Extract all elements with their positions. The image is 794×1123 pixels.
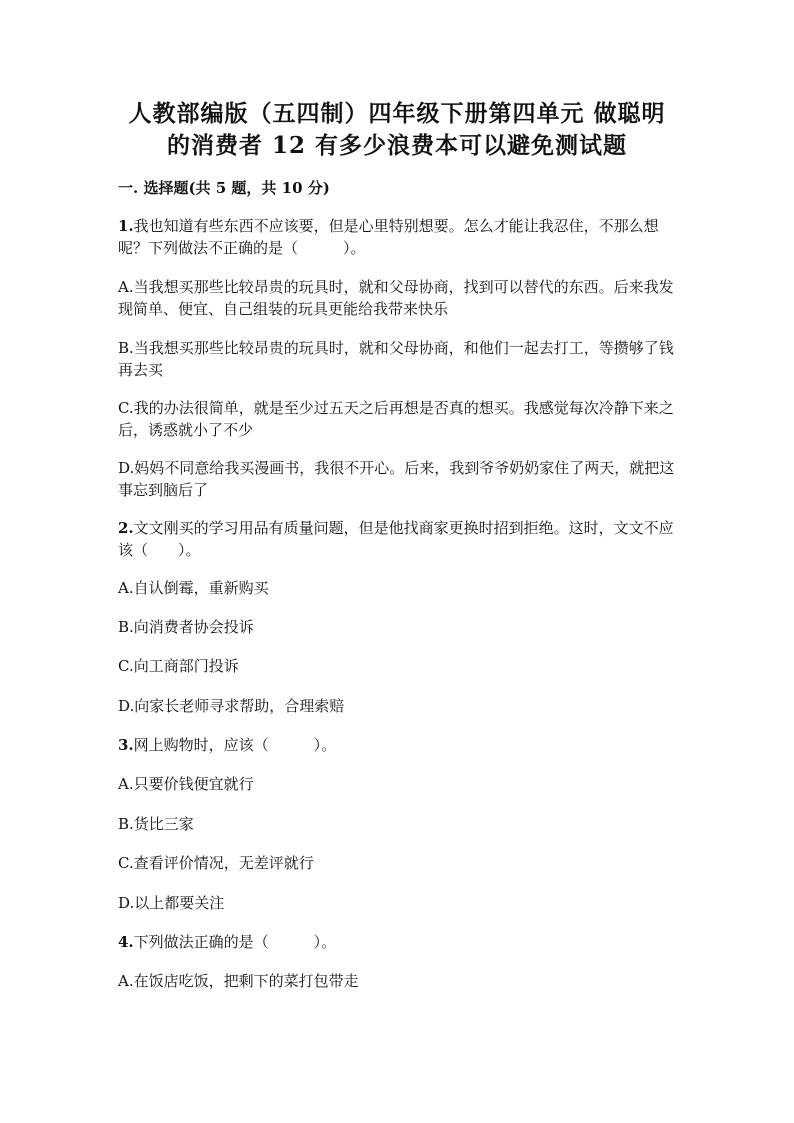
question-2 [118,518,678,561]
section-heading: 一. 选择题(共 5 题，共 10 分) [118,179,330,197]
question-1-option-d: D.妈妈不同意给我买漫画书，我很不开心。后来，我到爷爷奶奶家住了两天，就把这事忘到脑后了 [118,459,675,499]
question-number: 3. [118,736,134,754]
question-1-option-b: B.当我想买那些比较昂贵的玩具时，就和父母协商，和他们一起去打工，等攒够了钱再去买 [118,339,674,379]
question-3-option-a: A.只要价钱便宜就行 [118,775,254,793]
question-4-option-a: A.在饭店吃饭，把剩下的菜打包带走 [118,972,359,990]
document-title-line-2: 的消费者 12 有多少浪费本可以避免测试题 [166,132,628,159]
question-2-option-c: C.向工商部门投诉 [118,657,239,675]
question-3-option-b: B.货比三家 [118,815,194,833]
question-4 [118,932,678,954]
question-1-option-a: A.当我想买那些比较昂贵的玩具时，就和父母协商，找到可以替代的东西。后来我发现简单、便宜、自己组装的玩具更能给我带来快乐 [118,278,674,318]
question-text: 文文刚买的学习用品有质量问题，但是他找商家更换时招到拒绝。这时，文文不应该（ ）。 [118,519,674,559]
question-number: 2. [118,519,134,537]
question-1 [118,216,678,259]
question-text: 下列做法正确的是（ ）。 [133,933,337,951]
question-3-option-c: C.查看评价情况，无差评就行 [118,854,314,872]
question-2-option-a: A.自认倒霉，重新购买 [118,579,269,597]
question-2-option-d: D.向家长老师寻求帮助，合理索赔 [118,697,345,715]
question-3-option-d: D.以上都要关注 [118,894,225,912]
document-title-line-1: 人教部编版（五四制）四年级下册第四单元 做聪明 [128,100,666,127]
question-number: 4. [118,933,134,951]
question-2-option-b: B.向消费者协会投诉 [118,618,254,636]
question-text: 我也知道有些东西不应该要，但是心里特别想要。怎么才能让我忍住，不那么想呢？下列做法不正确的是（ ）。 [118,217,659,257]
question-3 [118,735,678,757]
question-text: 网上购物时，应该（ ）。 [133,736,337,754]
question-number: 1. [118,217,134,235]
question-1-option-c: C.我的办法很简单，就是至少过五天之后再想是否真的想买。我感觉每次冷静下来之后，诱惑就小了不少 [118,399,674,439]
